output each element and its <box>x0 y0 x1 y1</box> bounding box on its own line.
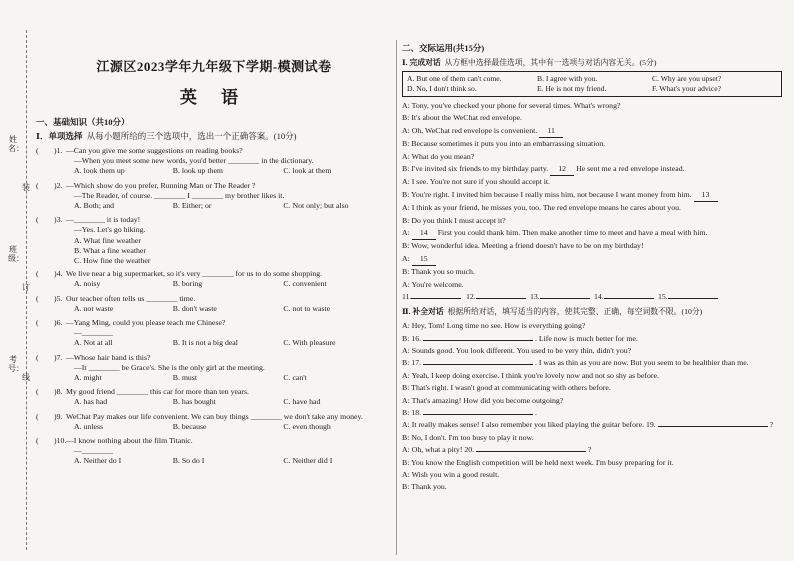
option[interactable]: C. Neither did I <box>283 456 333 466</box>
box-option: C. Why are you upset? <box>652 74 722 83</box>
dialog-text: A: Yeah, I keep doing exercise. I think you're lovely now and not so shy as before. <box>402 370 659 380</box>
option-row <box>36 397 392 407</box>
answer-row <box>402 291 782 303</box>
dialog-line <box>402 407 782 419</box>
answer-bracket[interactable]: ( <box>36 436 39 446</box>
right-column <box>402 42 782 494</box>
dialog-text: . <box>534 407 537 417</box>
question-line: —________ <box>74 328 113 338</box>
option-row <box>36 422 392 432</box>
option-row <box>36 166 392 176</box>
dialog-line <box>402 382 782 394</box>
dialog-text: A: I think as your friend, he misses you, too. The red envelope means he cares about you. <box>402 203 681 213</box>
dialog-text: B: Because sometimes it puts you into an embarrassing situation. <box>402 139 606 149</box>
dialog-text: A: That's amazing! How did you become outgoing? <box>402 395 564 405</box>
option-row <box>36 279 392 289</box>
dialog-text: A: I see. You're not sure if you should accept it. <box>402 177 551 187</box>
answer-blank[interactable] <box>476 298 526 299</box>
question-line: —Yes. Let's go hiking. <box>74 225 146 235</box>
question-stem <box>36 181 392 191</box>
dialog-line <box>402 138 782 150</box>
question-text: —Whose hair band is this? <box>66 352 151 362</box>
question-number: )7. <box>54 352 63 362</box>
dialog-text: . I was as thin as you are now. But you seem to be healthier than me. <box>534 358 749 368</box>
answer-number: 15. <box>658 292 668 302</box>
dialog-line <box>402 279 782 291</box>
question-stem <box>36 387 392 397</box>
dialog-text: A: Oh, WeChat red envelope is convenient. <box>402 125 538 135</box>
box-option: A. But one of them can't come. <box>407 74 502 83</box>
dialog-line <box>402 469 782 481</box>
option-row <box>36 338 392 348</box>
answer-blank[interactable] <box>668 298 718 299</box>
dialog-text: B: You're right. I invited him because I really miss him, not because I want money from him. <box>402 189 692 199</box>
question-number: )4. <box>54 269 63 279</box>
answer-slot[interactable] <box>594 291 658 303</box>
option[interactable]: C. not to waste <box>283 303 331 313</box>
question-line: —When you meet some new words, you'd better ________ in the dictionary. <box>74 156 314 166</box>
dialog-text: A: You're welcome. <box>402 279 464 289</box>
question-text: —________ it is today! <box>66 215 141 225</box>
question-number: )8. <box>54 387 63 397</box>
multiple-choice-list <box>36 146 392 467</box>
dialog-line <box>402 432 782 444</box>
dialog-fill <box>402 320 782 494</box>
name-label: 姓名： <box>8 135 24 153</box>
dialog-text: A: Wish you win a good result. <box>402 469 500 479</box>
dialog-line <box>402 419 782 431</box>
dialog-line <box>402 357 782 369</box>
option[interactable]: B. has bought <box>172 397 216 407</box>
class-label: 班级： <box>8 245 24 263</box>
dialog-line <box>402 176 782 188</box>
option[interactable]: B. Either; or <box>172 201 212 211</box>
option[interactable]: B. What a fine weather <box>74 245 146 255</box>
answer-blank[interactable] <box>411 298 461 299</box>
dialog-line <box>402 370 782 382</box>
answer-bracket[interactable]: ( <box>36 269 39 279</box>
dialog-text: A: Tony, you've checked your phone for several times. What's wrong? <box>402 101 621 110</box>
question-line: —________ <box>74 446 113 456</box>
dialog-text: . Life now is much better for me. <box>534 333 638 343</box>
dialog-text: B: Do you think I must accept it? <box>402 215 506 225</box>
subject-title: 英 语 <box>179 88 249 107</box>
answer-blank[interactable]: 12 <box>550 163 574 176</box>
option[interactable]: B. don't waste <box>172 303 217 313</box>
question-line: —The Reader, of course. ________ I ________ my brother likes it. <box>74 190 285 200</box>
question-line: —It ________ be Grace's. She is the only girl at the meeting. <box>74 362 265 372</box>
option[interactable]: C. convenient <box>283 279 327 289</box>
option[interactable]: A. Not at all <box>74 338 113 348</box>
exam-title: 江源区2023学年九年级下学期-模测试卷 <box>96 59 332 74</box>
dialog-text: B: Thank you. <box>402 482 447 492</box>
dialog-line <box>402 227 782 240</box>
dialog-line <box>402 125 782 138</box>
answer-bracket[interactable]: ( <box>36 180 39 190</box>
option[interactable]: A. not waste <box>74 303 114 313</box>
answer-blank[interactable] <box>540 298 590 299</box>
box-option: B. I agree with you. <box>537 74 598 83</box>
question-text: We live near a big supermarket, so it's very ________ for us to do some shopping. <box>66 269 323 279</box>
left-column <box>36 38 392 471</box>
answer-slot[interactable] <box>658 291 722 303</box>
answer-bracket[interactable]: ( <box>36 352 39 362</box>
dialog-line <box>402 151 782 163</box>
box-option: F. What's your advice? <box>652 84 721 93</box>
option[interactable]: A. Neither do I <box>74 456 122 466</box>
dialog-text: A: <box>402 253 410 263</box>
dialog-text: B: 17. <box>402 358 422 368</box>
dialog-text: A: Sounds good. You look different. You used to be very thin, didn't you? <box>402 345 632 355</box>
question-stem <box>36 353 392 363</box>
option-row <box>36 456 392 466</box>
question-text: —Yang Ming, could you please teach me Chinese? <box>66 318 226 328</box>
binding-mark-ding: 订 <box>22 283 30 292</box>
answer-blank[interactable]: 15 <box>412 253 436 266</box>
question-stem <box>36 269 392 279</box>
question-number: )2. <box>54 180 63 190</box>
option-row <box>36 373 392 383</box>
question-number: )6. <box>54 318 63 328</box>
answer-number: 13. <box>530 292 540 302</box>
dialog-line <box>402 320 782 332</box>
question-text: —I know nothing about the film Titanic. <box>66 436 193 446</box>
question-stem <box>36 318 392 328</box>
question-text: My good friend ________ this car for more than ten years. <box>66 387 249 397</box>
part3-instructions: Ⅱ. 补全对话 根据所给对话，填写适当的内容，使其完整、正确，每空词数不限。(10分) <box>402 307 703 317</box>
answer-blank[interactable] <box>423 364 533 365</box>
dialog-text: B: Wow, wonderful idea. Meeting a friend doesn't have to be on my birthday! <box>402 241 644 251</box>
answer-blank[interactable]: 13 <box>694 189 718 202</box>
option[interactable]: B. look up them <box>172 166 223 176</box>
dialog-text: B: Thank you so much. <box>402 267 475 277</box>
question-text: WeChat Pay makes our life convenient. We can buy things ________ we don't take any money. <box>66 411 363 421</box>
dialog-line <box>402 457 782 469</box>
dialog-text: B: You know the English competition will be held next week. I'm busy preparing for it. <box>402 457 674 467</box>
dialog-line <box>402 100 782 112</box>
binding-mark-zhuang: 装 <box>22 183 30 192</box>
answer-bracket[interactable]: ( <box>36 146 39 155</box>
question-stem <box>36 436 392 446</box>
dialog-line <box>402 215 782 227</box>
answer-slot[interactable] <box>466 291 530 303</box>
option[interactable]: A. has had <box>74 397 108 407</box>
option[interactable]: A. look them up <box>74 166 125 176</box>
answer-blank[interactable] <box>604 298 654 299</box>
part2-instructions: Ⅰ. 完成对话 从方框中选择最佳选项，其中有一选项与对话内容无关。(5分) <box>402 58 657 67</box>
dialog-line <box>402 189 782 202</box>
dialog-line <box>402 240 782 252</box>
answer-bracket[interactable]: ( <box>36 411 39 421</box>
part2-heading: 二、交际运用(共15分) <box>402 43 485 53</box>
option[interactable]: A. unless <box>74 421 104 431</box>
dialog-text: A: Oh, what a pity! 20. <box>402 445 475 455</box>
question-text: —Which show do you prefer, Running Man or The Reader ? <box>66 180 256 190</box>
answer-bracket[interactable]: ( <box>36 293 39 303</box>
dialog-text: B: 16. <box>402 333 422 343</box>
question-stem <box>36 412 392 422</box>
answer-blank[interactable] <box>658 426 768 427</box>
option[interactable]: C. How fine the weather <box>74 256 151 266</box>
dialog-completion <box>402 100 782 291</box>
option-row <box>36 201 392 211</box>
question-number: )9. <box>54 411 63 421</box>
question-number: )5. <box>54 293 63 303</box>
question-number: )3. <box>54 215 63 225</box>
answer-number: 14. <box>594 292 604 302</box>
dialog-text: B: 18. <box>402 407 422 417</box>
dialog-text: ? <box>769 420 774 430</box>
dialog-text: ? <box>588 445 592 455</box>
question-text: —Can you give me some suggestions on reading books? <box>66 146 243 155</box>
answer-number: 11. <box>402 292 412 302</box>
option[interactable]: A. might <box>74 373 102 383</box>
option[interactable]: A. Both; and <box>74 201 115 211</box>
answer-blank[interactable]: 14 <box>412 227 436 240</box>
answer-blank[interactable]: 11 <box>539 125 563 138</box>
answer-bracket[interactable]: ( <box>36 318 39 328</box>
dialog-text: A: <box>402 228 410 238</box>
option[interactable]: C. With pleasure <box>283 338 336 348</box>
answer-blank[interactable] <box>423 340 533 341</box>
dialog-text: B: I've invited six friends to my birthday party. <box>402 164 549 174</box>
answer-slot[interactable] <box>402 291 466 303</box>
answer-bracket[interactable]: ( <box>36 215 39 225</box>
dialog-line <box>402 333 782 345</box>
binding-mark-xian: 线 <box>22 373 30 382</box>
exam-number-label: 考号： <box>8 355 24 373</box>
answer-slot[interactable] <box>530 291 594 303</box>
dialog-text: A: It really makes sense! I also remember you liked playing the guitar before. 19. <box>402 420 656 430</box>
question-stem <box>36 146 392 156</box>
dialog-line <box>402 395 782 407</box>
dialog-text: B: That's right. I wasn't good at communicating with others before. <box>402 383 611 393</box>
dialog-text: B: No, I don't. I'm too busy to play it now. <box>402 432 534 442</box>
option[interactable]: C. even though <box>283 421 331 431</box>
option[interactable]: B. So do I <box>172 456 205 466</box>
dialog-line <box>402 202 782 214</box>
option[interactable]: C. look at them <box>283 166 332 176</box>
part1-heading: 一、基础知识（共10分） <box>36 117 130 127</box>
dialog-text: First you could thank him. Then make another time to meet and have a meal with him. <box>437 228 708 238</box>
option[interactable]: B. boring <box>172 279 203 289</box>
box-option: E. He is not my friend. <box>537 84 607 93</box>
question-number: )10. <box>54 436 67 446</box>
option-row <box>36 304 392 314</box>
option[interactable]: A. noisy <box>74 279 101 289</box>
dialog-line <box>402 253 782 266</box>
dialog-text: A: Hey, Tom! Long time no see. How is everything going? <box>402 321 586 331</box>
answer-number: 12. <box>466 292 476 302</box>
answer-bracket[interactable]: ( <box>36 387 39 397</box>
option-box <box>402 71 782 97</box>
part1-instructions: Ⅰ．单项选择 从每小题所给的三个选项中，选出一个正确答案。(10分) <box>36 131 297 141</box>
option[interactable]: C. can't <box>283 373 307 383</box>
column-divider <box>396 40 397 555</box>
answer-blank[interactable] <box>476 451 586 452</box>
dialog-text: He sent me a red envelope instead. <box>576 164 685 174</box>
option[interactable]: B. because <box>172 421 207 431</box>
question-text: Our teacher often tells us ________ time. <box>66 293 196 303</box>
box-option: D. No, I don't think so. <box>407 84 477 93</box>
option[interactable]: C. have had <box>283 397 321 407</box>
question-stem <box>36 215 392 225</box>
question-stem <box>36 294 392 304</box>
dialog-line <box>402 266 782 278</box>
option[interactable]: C. Not only; but also <box>283 201 349 211</box>
option[interactable]: A. What fine weather <box>74 235 141 245</box>
dialog-line <box>402 112 782 124</box>
dialog-line <box>402 345 782 357</box>
option[interactable]: B. must <box>172 373 198 383</box>
dialog-line <box>402 481 782 493</box>
question-number: )1. <box>54 146 63 155</box>
dialog-line <box>402 163 782 176</box>
dialog-text: A: What do you mean? <box>402 151 475 161</box>
dialog-text: B: It's about the WeChat red envelope. <box>402 113 522 123</box>
dialog-line <box>402 444 782 456</box>
option[interactable]: B. It is not a big deal <box>172 338 238 348</box>
answer-blank[interactable] <box>423 414 533 415</box>
